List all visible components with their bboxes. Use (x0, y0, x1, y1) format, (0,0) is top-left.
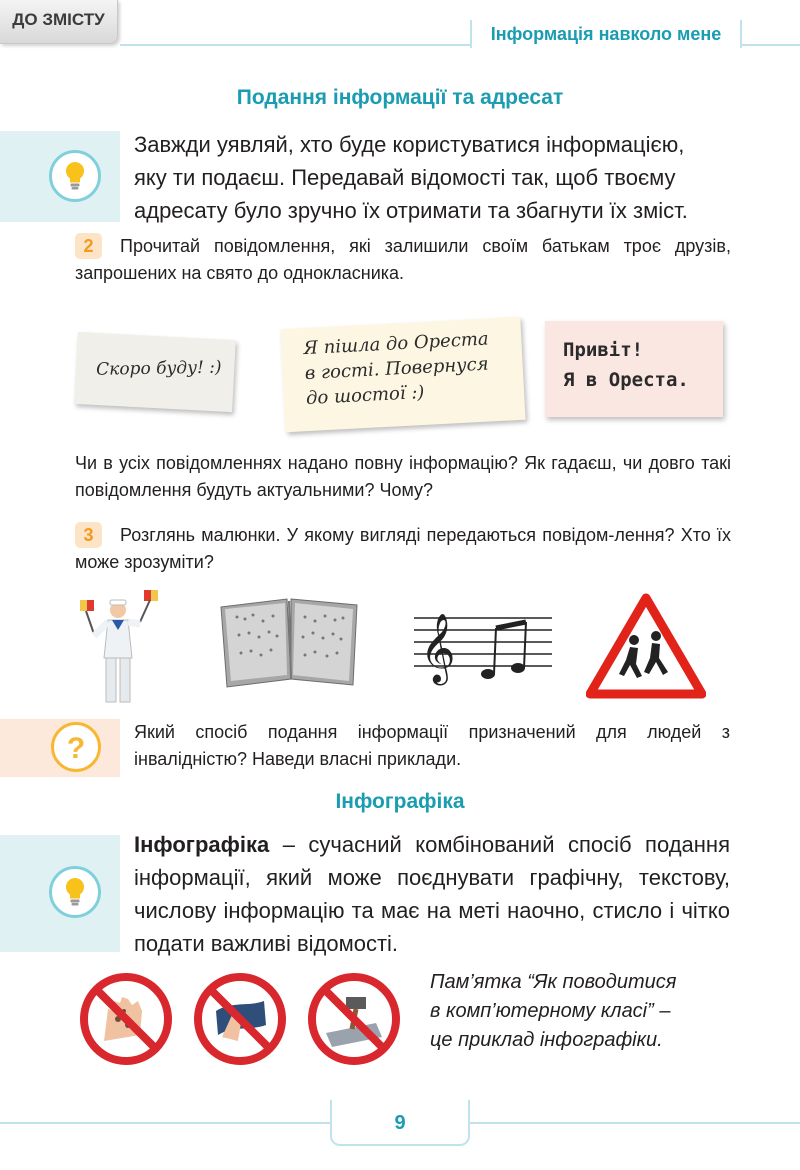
chapter-title: Інформація навколо мене (470, 20, 742, 48)
page-number: 9 (330, 1100, 470, 1146)
note-text: Скоро буду! :) (96, 357, 222, 380)
note-text: Я в Ореста. (563, 369, 689, 391)
task-3 (75, 522, 731, 576)
task-2-question: Чи в усіх повідомленнях надано повну інформацію? Як гадаєш, чи довго такі повідомлення будуть актуальними? Чому? (75, 453, 731, 500)
note-text: Я пішла до Ореста (302, 328, 490, 360)
semaphore-sailor-icon (72, 588, 168, 706)
infographic-term: Інфографіка (134, 832, 270, 857)
note-text: до шостої :) (305, 381, 425, 410)
svg-text:?: ? (66, 732, 86, 765)
no-hitting-keyboard-icon (306, 971, 402, 1067)
toc-button[interactable]: ДО ЗМІСТУ (0, 0, 118, 44)
task-number-badge: 3 (75, 522, 102, 548)
note-hi-orest (545, 321, 723, 417)
section-title-presentation: Подання інформації та адресат (236, 86, 564, 109)
svg-text:𝄞: 𝄞 (420, 613, 456, 683)
no-touching-cables-icon (192, 971, 288, 1067)
infographic-definition-text: – сучасний комбінований спосіб подання інформації, який може поєднувати графічну, текстову, числову інформацію та має на меті наочно, стисло і чітко подати важливі відомості. (134, 832, 730, 956)
tip-line: адресату було зручно їх отримати та збагнути їх зміст. (134, 198, 688, 223)
task-3-text: Розглянь малюнки. У якому вигляді передаються повідом-лення? Хто їх може зрозуміти? (75, 525, 731, 572)
infographic-definition (134, 828, 730, 960)
no-dirty-hands-icon (78, 971, 174, 1067)
section-title-infographic: Інфографіка (335, 790, 465, 813)
task-number-badge: 2 (75, 233, 102, 259)
note-soon (74, 332, 236, 412)
music-notes-icon (412, 600, 554, 690)
braille-book-icon (217, 595, 363, 695)
task-2 (75, 233, 731, 287)
tip-line: Завжди уявляй, хто буде користуватися інформацією, (134, 132, 685, 157)
note-text: Привіт! (563, 339, 644, 361)
lightbulb-icon (49, 150, 101, 202)
task-2-text: Прочитай повідомлення, які залишили своїм батькам троє друзів, запрошених на свято до однокласника. (75, 236, 731, 283)
children-crossing-sign-icon (586, 592, 706, 700)
caption-line: в комп’ютерному класі” – (430, 1000, 671, 1022)
note-orest-girl (280, 317, 525, 432)
question-text: Який спосіб подання інформації призначений для людей з інвалідністю? Наведи власні приклади. (134, 722, 730, 769)
note-text: в гості. Повернуся (304, 353, 490, 385)
infographic-caption (430, 968, 750, 1055)
caption-line: Пам’ятка “Як поводитися (430, 971, 677, 993)
tip-line: яку ти подаєш. Передавай відомості так, щоб твоєму (134, 165, 676, 190)
caption-line: це приклад інфографіки. (430, 1029, 663, 1051)
lightbulb-icon (49, 866, 101, 918)
question-icon (51, 722, 101, 772)
tip-text-addressee (134, 128, 730, 227)
